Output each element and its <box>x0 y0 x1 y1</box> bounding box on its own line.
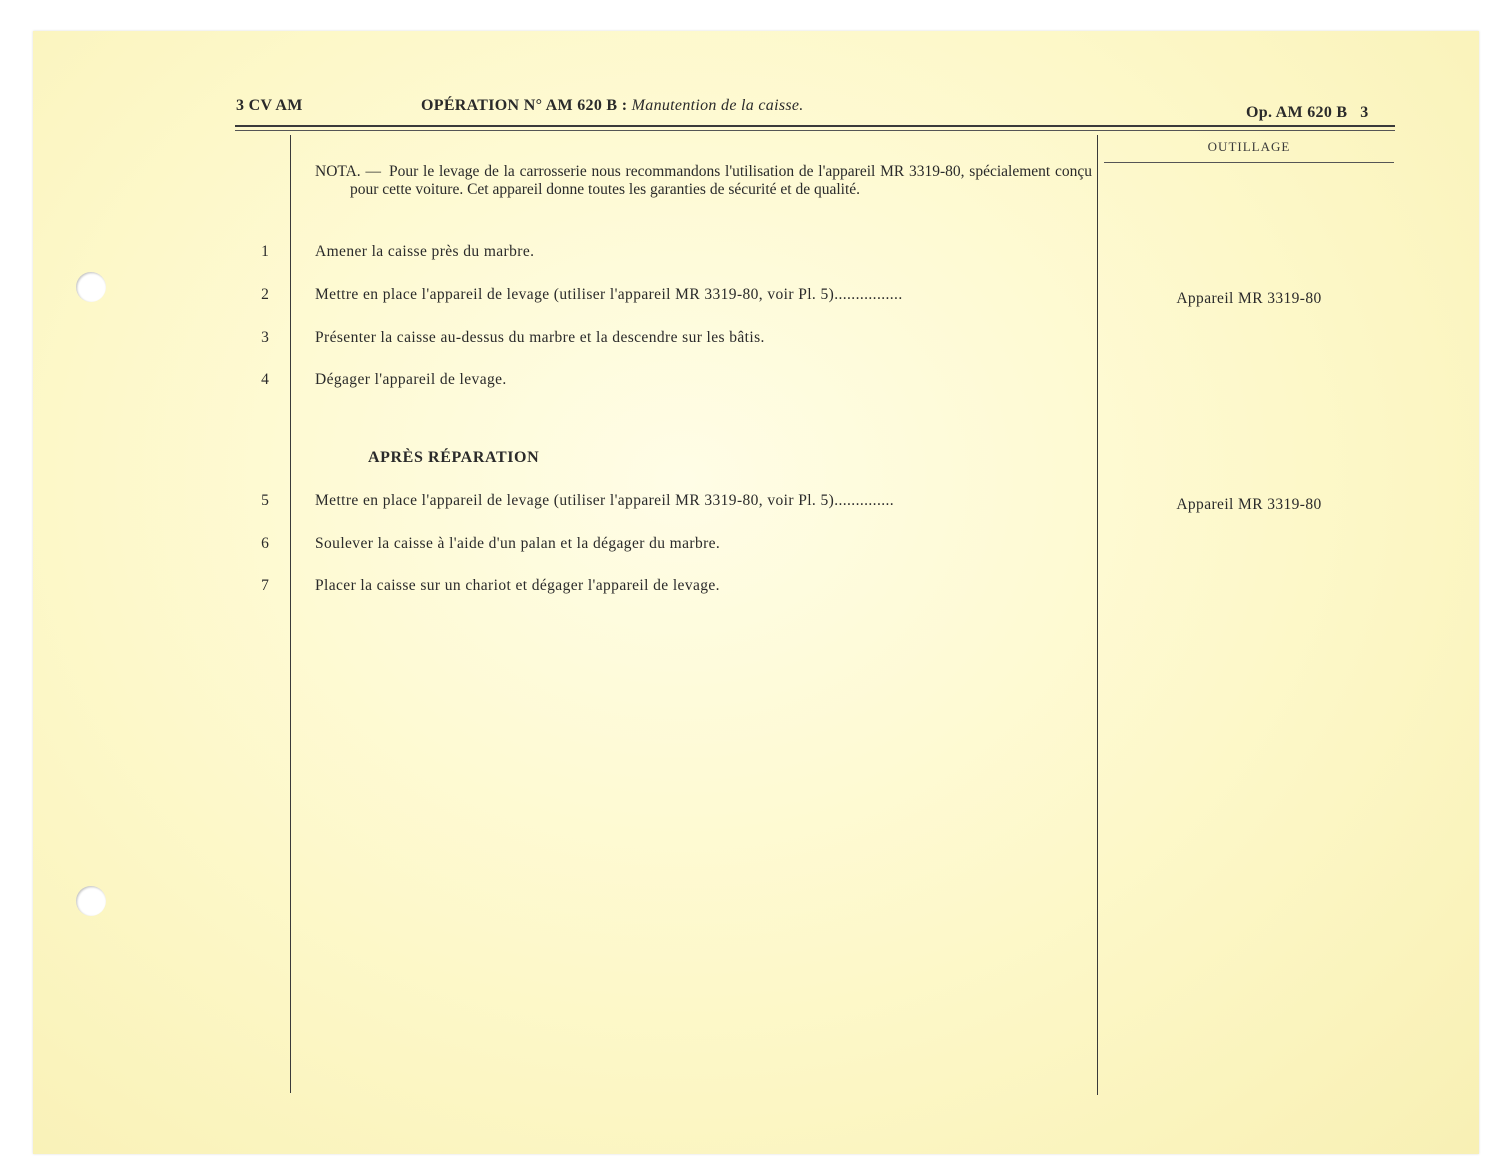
step-number-5: 5 <box>261 492 269 509</box>
step-number-2: 2 <box>261 286 269 303</box>
header-operation <box>421 97 804 115</box>
step-text-1: Amener la caisse près du marbre. <box>315 243 535 260</box>
step-number-3: 3 <box>261 329 269 346</box>
punch-hole-bottom <box>76 886 106 916</box>
step-number-6: 6 <box>261 535 269 552</box>
operation-subject: Manutention de la caisse. <box>631 97 804 114</box>
step-text-5: Mettre en place l'appareil de levage (utiliser l'appareil MR 3319-80, voir Pl. 5).............. <box>315 492 895 509</box>
step-tool-2: Appareil MR 3319-80 <box>1176 290 1322 307</box>
step-number-1: 1 <box>261 243 269 260</box>
step-number-4: 4 <box>261 371 269 388</box>
step-text-2: Mettre en place l'appareil de levage (utiliser l'appareil MR 3319-80, voir Pl. 5)................ <box>315 286 903 303</box>
header-rule <box>235 125 1395 127</box>
header-model: 3 CV AM <box>236 97 303 114</box>
step-text-7: Placer la caisse sur un chariot et dégager l'appareil de levage. <box>315 577 720 594</box>
nota-lead: NOTA. — <box>315 163 381 180</box>
punch-hole-top <box>76 272 106 302</box>
operation-label: OPÉRATION N° AM 620 B : <box>421 97 628 114</box>
nota-paragraph <box>315 163 1092 199</box>
tools-column-heading: OUTILLAGE <box>1207 139 1291 154</box>
step-text-3: Présenter la caisse au-dessus du marbre et la descendre sur les bâtis. <box>315 329 765 346</box>
step-text-4: Dégager l'appareil de levage. <box>315 371 507 388</box>
section-title-apres-reparation: APRÈS RÉPARATION <box>368 449 540 466</box>
step-number-7: 7 <box>261 577 269 594</box>
step-tool-5: Appareil MR 3319-80 <box>1176 496 1322 513</box>
step-number-divider <box>290 135 291 1093</box>
nota-text: Pour le levage de la carrosserie nous recommandons l'utilisation de l'appareil MR 3319-80, spécialement conçu pour cette voiture. Cet appareil donne toutes les garanties de sécurité et de qualité. <box>350 163 1092 198</box>
step-text-6: Soulever la caisse à l'aide d'un palan et la dégager du marbre. <box>315 535 721 552</box>
tools-heading-rule <box>1104 162 1394 163</box>
tools-column-divider <box>1097 135 1098 1095</box>
header-rule-thin <box>235 130 1395 131</box>
header-page-ref: Op. AM 620 B 3 <box>1246 104 1369 121</box>
